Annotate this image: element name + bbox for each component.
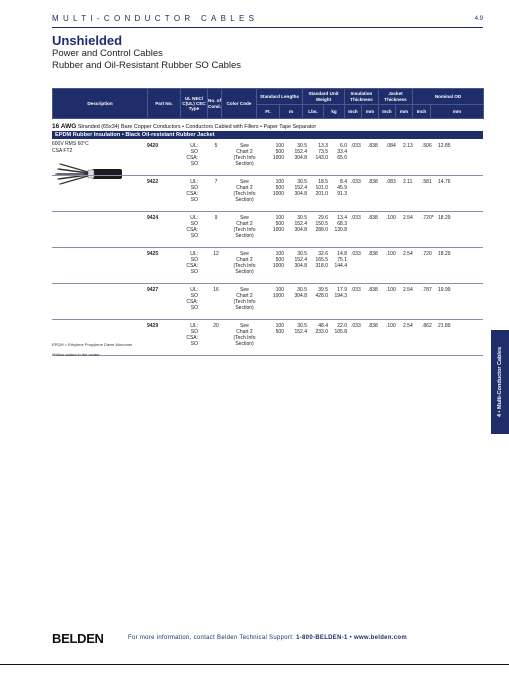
cell-od-in: .862 bbox=[422, 323, 432, 329]
cell-ul: UL: SO CSA: SO bbox=[186, 251, 198, 275]
cell-part: 9420 bbox=[147, 143, 159, 149]
cell-ft: 100 500 bbox=[275, 323, 284, 335]
cell-ft: 100 500 1000 bbox=[272, 215, 284, 233]
contact-prefix: For more information, contact Belden Technical Support: bbox=[128, 635, 295, 641]
cell-jk-in: .100 bbox=[386, 287, 396, 293]
sub-kg: kg bbox=[324, 105, 345, 119]
cell-ins-in: .033 bbox=[351, 179, 361, 185]
cell-kg: 6.0 33.4 65.0 bbox=[337, 143, 347, 161]
cell-jk-in: .083 bbox=[386, 179, 396, 185]
cell-color: See Chart 2 (Tech Info Section) bbox=[233, 179, 256, 203]
table-row bbox=[52, 284, 483, 320]
header-divider bbox=[52, 27, 483, 28]
cell-od-mm: 19.99 bbox=[438, 287, 451, 293]
cell-m: 30.5 152.4 bbox=[294, 323, 307, 335]
table-row bbox=[52, 176, 483, 212]
cell-m: 30.5 152.4 304.8 bbox=[294, 143, 307, 161]
footer-divider bbox=[0, 664, 509, 665]
col-jacket-thickness: Jacket Thickness bbox=[379, 89, 413, 105]
spec-table-header bbox=[52, 88, 484, 119]
sub-ft: Ft. bbox=[257, 105, 280, 119]
cell-ul: UL: SO CSA: SO bbox=[186, 179, 198, 203]
cell-cond: 7 bbox=[214, 179, 218, 185]
cell-jk-mm: 2.54 bbox=[403, 323, 413, 329]
cell-od-mm: 12.85 bbox=[438, 143, 451, 149]
rating-csa: CSA FT2 bbox=[52, 147, 73, 154]
col-unit-weight: Standard Unit Weight bbox=[303, 89, 345, 105]
cell-ul: UL: SO CSA: SO bbox=[186, 323, 198, 347]
cell-m: 30.5 152.4 304.8 bbox=[294, 251, 307, 269]
cell-od-in: .506 bbox=[422, 143, 432, 149]
contact-phone[interactable]: 1-800-BELDEN-1 bbox=[296, 635, 348, 641]
cell-part: 9422 bbox=[147, 179, 159, 185]
subtitle-rubber-so: Rubber and Oil-Resistant Rubber SO Cables bbox=[52, 60, 242, 71]
col-ul-nec: UL NEC/ C(UL) CEC Type bbox=[181, 89, 208, 119]
cell-jk-in: .100 bbox=[386, 251, 396, 257]
cell-ul: UL: SO CSA: SO bbox=[186, 287, 198, 311]
cell-lbs: 13.3 73.5 143.0 bbox=[315, 143, 328, 161]
table-row bbox=[52, 320, 483, 356]
cell-kg: 8.4 45.9 91.3 bbox=[337, 179, 347, 197]
col-part-no: Part No. bbox=[148, 89, 181, 119]
cell-ft: 100 500 1000 bbox=[272, 143, 284, 161]
cell-lbs: 18.5 101.0 201.0 bbox=[315, 179, 328, 197]
col-nominal-od: Nominal OD bbox=[413, 89, 484, 105]
cell-jk-mm: 2.54 bbox=[403, 251, 413, 257]
awg-gauge: 16 AWG bbox=[52, 123, 77, 130]
cell-kg: 17.9 194.3 bbox=[334, 287, 347, 299]
sub-ins-inch: Inch bbox=[345, 105, 362, 119]
product-rows bbox=[52, 140, 483, 356]
cell-lbs: 48.4 233.0 bbox=[315, 323, 328, 335]
footnote-fillers: *Fillers added in the center bbox=[52, 352, 100, 357]
sub-od-inch: Inch bbox=[413, 105, 431, 119]
cell-cond: 12 bbox=[213, 251, 219, 257]
page-number: 4.9 bbox=[474, 16, 483, 22]
table-row bbox=[52, 140, 483, 176]
cell-ft: 100 500 1000 bbox=[272, 179, 284, 197]
col-insulation-thickness: Insulation Thickness bbox=[345, 89, 379, 105]
cell-od-mm: 18.29 bbox=[438, 215, 451, 221]
cell-jk-in: .100 bbox=[386, 323, 396, 329]
cell-jk-mm: 2.13 bbox=[403, 143, 413, 149]
table-row bbox=[52, 212, 483, 248]
awg-spec-line bbox=[52, 123, 483, 130]
cell-lbs: 39.5 428.0 bbox=[315, 287, 328, 299]
page-title: Unshielded bbox=[52, 33, 123, 48]
cell-ins-mm: .838 bbox=[368, 143, 378, 149]
section-category: MULTI-CONDUCTOR CABLES bbox=[52, 14, 259, 23]
belden-logo: BELDEN bbox=[52, 631, 104, 646]
cell-ins-mm: .838 bbox=[368, 323, 378, 329]
table-row bbox=[52, 248, 483, 284]
cell-color: See Chart 2 (Tech Info Section) bbox=[233, 251, 256, 275]
cell-od-mm: 14.76 bbox=[438, 179, 451, 185]
cell-part: 9427 bbox=[147, 287, 159, 293]
sub-m: m bbox=[280, 105, 303, 119]
cell-ins-in: .033 bbox=[351, 287, 361, 293]
cell-lbs: 32.6 165.5 318.0 bbox=[315, 251, 328, 269]
cell-od-in: .787 bbox=[422, 287, 432, 293]
cell-kg: 14.8 75.1 144.4 bbox=[334, 251, 347, 269]
contact-website[interactable]: www.belden.com bbox=[354, 635, 407, 641]
cell-cond: 16 bbox=[213, 287, 219, 293]
cell-m: 30.5 304.8 bbox=[294, 287, 307, 299]
cell-ins-in: .033 bbox=[351, 143, 361, 149]
cell-od-mm: 21.89 bbox=[438, 323, 451, 329]
cell-cond: 20 bbox=[213, 323, 219, 329]
cell-cond: 5 bbox=[214, 143, 218, 149]
awg-description: Stranded (65x34) Bare Copper Conductors • Conductors Cabled with Fillers • Paper Tape Separator bbox=[77, 124, 317, 130]
cell-ins-mm: .838 bbox=[368, 215, 378, 221]
cell-m: 30.5 152.4 304.8 bbox=[294, 215, 307, 233]
cell-m: 30.5 152.4 304.8 bbox=[294, 179, 307, 197]
cell-ins-in: .033 bbox=[351, 215, 361, 221]
cell-ins-in: .033 bbox=[351, 251, 361, 257]
col-description: Description bbox=[53, 89, 148, 119]
cell-ul: UL: SO CSA: SO bbox=[186, 143, 198, 167]
col-standard-lengths: Standard Lengths bbox=[257, 89, 303, 105]
cell-color: See Chart 2 (Tech Info Section) bbox=[233, 323, 256, 347]
sub-jk-mm: mm bbox=[396, 105, 413, 119]
cell-od-in: .720 bbox=[422, 251, 432, 257]
side-section-tab[interactable] bbox=[491, 330, 509, 434]
cell-ft: 100 500 1000 bbox=[272, 251, 284, 269]
side-tab-label: 4 • Multi-Conductor Cables bbox=[497, 346, 503, 418]
sub-lbs: Lbs. bbox=[303, 105, 324, 119]
cell-color: See Chart 2 (Tech Info Section) bbox=[233, 143, 256, 167]
cell-jk-mm: 2.11 bbox=[403, 179, 413, 185]
cell-ins-mm: .838 bbox=[368, 287, 378, 293]
cell-jk-in: .084 bbox=[386, 143, 396, 149]
cell-jk-mm: 2.54 bbox=[403, 287, 413, 293]
insulation-bar: EPDM Rubber Insulation • Black Oil-resistant Rubber Jacket bbox=[52, 131, 483, 139]
cell-od-mm: 18.29 bbox=[438, 251, 451, 257]
cell-kg: 13.4 68.3 130.8 bbox=[334, 215, 347, 233]
sub-jk-inch: Inch bbox=[379, 105, 396, 119]
sub-od-mm: mm bbox=[431, 105, 484, 119]
cell-part: 9429 bbox=[147, 323, 159, 329]
cell-kg: 22.0 105.8 bbox=[334, 323, 347, 335]
contact-line bbox=[128, 635, 407, 641]
cell-jk-mm: 2.54 bbox=[403, 215, 413, 221]
cell-ins-mm: .838 bbox=[368, 251, 378, 257]
cell-jk-in: .100 bbox=[386, 215, 396, 221]
cell-od-in: .581 bbox=[422, 179, 432, 185]
cell-cond: 9 bbox=[214, 215, 218, 221]
cell-lbs: 29.6 150.5 288.0 bbox=[315, 215, 328, 233]
cell-part: 9425 bbox=[147, 251, 159, 257]
cell-part: 9424 bbox=[147, 215, 159, 221]
cell-ins-in: .033 bbox=[351, 323, 361, 329]
cell-color: See Chart 2 (Tech Info Section) bbox=[233, 215, 256, 239]
col-no-cond: No. of Cond. bbox=[208, 89, 222, 119]
subtitle-power-control: Power and Control Cables bbox=[52, 48, 163, 59]
contact-separator: • bbox=[349, 635, 353, 641]
cell-color: See Chart 2 (Tech Info Section) bbox=[233, 287, 256, 311]
cell-ft: 100 1000 bbox=[272, 287, 284, 299]
cell-od-in: .720* bbox=[422, 215, 434, 221]
cell-ins-mm: .838 bbox=[368, 179, 378, 185]
cell-ul: UL: SO CSA: SO bbox=[186, 215, 198, 239]
sub-ins-mm: mm bbox=[362, 105, 379, 119]
rating-voltage: 600V RMS 60°C bbox=[52, 141, 89, 147]
col-color-code: Color Code bbox=[222, 89, 257, 119]
footnote-epdm: EPDM = Ethylene Propylene Diene Monomer bbox=[52, 342, 133, 347]
